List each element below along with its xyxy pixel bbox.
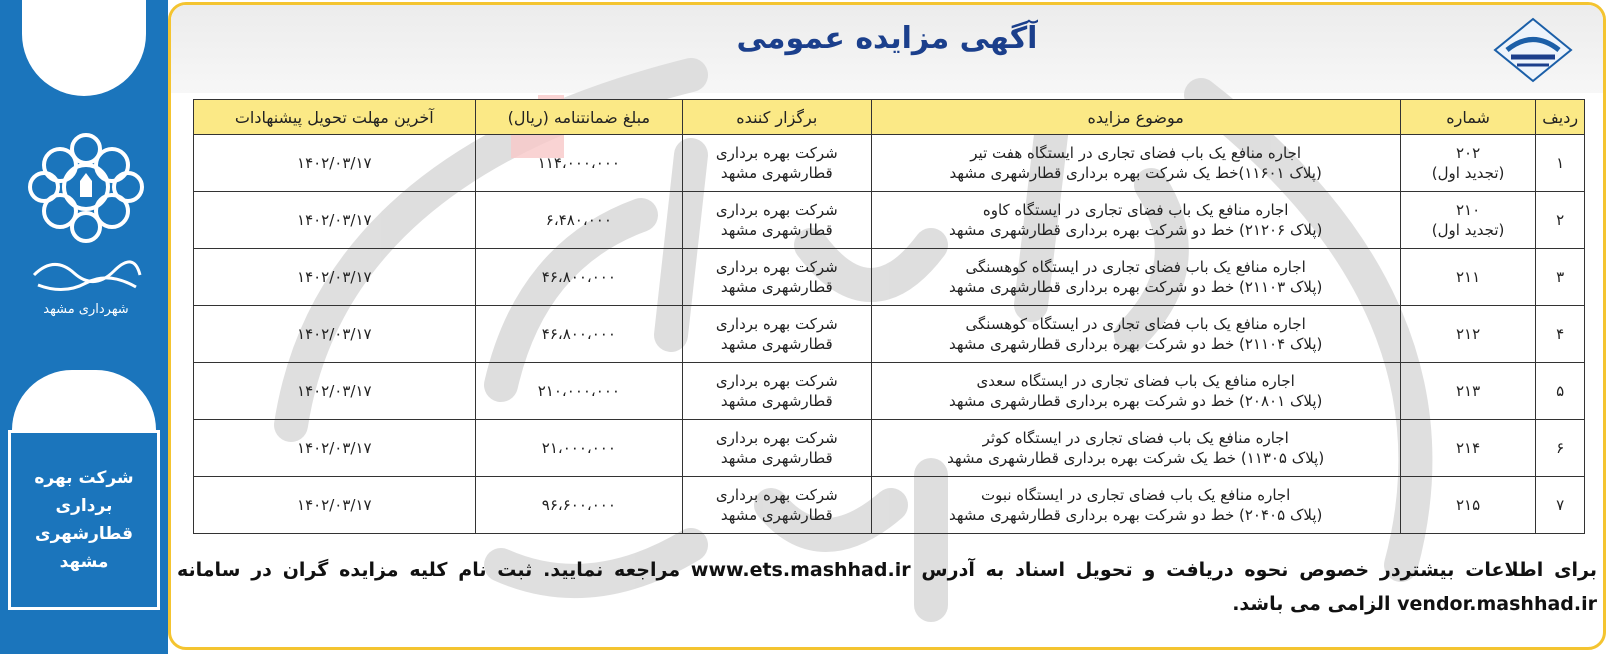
cell-row-number: ۱ <box>1536 135 1585 192</box>
table-row <box>194 477 1585 534</box>
announcement-frame <box>168 2 1606 650</box>
table-row <box>194 135 1585 192</box>
table-row <box>194 192 1585 249</box>
cell-subject: اجاره منافع یک باب فضای تجاری در ایستگاه سعدی (پلاک ۲۰۸۰۱) خط دو شرکت بهره برداری قطارشهری مشهد <box>871 363 1400 420</box>
cell-subject: اجاره منافع یک باب فضای تجاری در ایستگاه نبوت (پلاک ۲۰۴۰۵) خط دو شرکت بهره برداری قطارشهری مشهد <box>871 477 1400 534</box>
cell-row-number: ۵ <box>1536 363 1585 420</box>
page-title: آگهی مزایده عمومی <box>736 21 1038 56</box>
cell-subject: اجاره منافع یک باب فضای تجاری در ایستگاه کوثر (پلاک ۱۱۳۰۵) خط یک شرکت بهره برداری قطارشهری مشهد <box>871 420 1400 477</box>
cell-number: ۲۱۲ <box>1400 306 1536 363</box>
cell-row-number: ۷ <box>1536 477 1585 534</box>
company-name: شرکت بهره برداری قطارشهری مشهد <box>34 468 134 572</box>
cell-number: ۲۱۱ <box>1400 249 1536 306</box>
cell-deadline: ۱۴۰۲/۰۳/۱۷ <box>194 192 476 249</box>
cell-guarantee: ۲۱۰،۰۰۰،۰۰۰ <box>475 363 682 420</box>
table-row <box>194 420 1585 477</box>
cell-deadline: ۱۴۰۲/۰۳/۱۷ <box>194 306 476 363</box>
table-row <box>194 249 1585 306</box>
column-header-guarantee: مبلغ ضمانتنامه (ریال) <box>475 100 682 135</box>
table-header-row <box>194 100 1585 135</box>
column-header-subject: موضوع مزایده <box>871 100 1400 135</box>
cell-number: ۲۱۰ (تجدید اول) <box>1400 192 1536 249</box>
column-header-organizer: برگزار کننده <box>683 100 871 135</box>
cell-organizer: شرکت بهره برداری قطارشهری مشهد <box>683 249 871 306</box>
column-header-deadline: آخرین مهلت تحویل پیشنهادات <box>194 100 476 135</box>
municipality-signature: شهرداری مشهد <box>43 302 129 317</box>
cell-deadline: ۱۴۰۲/۰۳/۱۷ <box>194 363 476 420</box>
cell-organizer: شرکت بهره برداری قطارشهری مشهد <box>683 363 871 420</box>
cell-guarantee: ۴۶،۸۰۰،۰۰۰ <box>475 249 682 306</box>
cell-organizer: شرکت بهره برداری قطارشهری مشهد <box>683 135 871 192</box>
dome-decoration <box>22 0 146 96</box>
cell-subject: اجاره منافع یک باب فضای تجاری در ایستگاه کاوه (پلاک ۲۱۲۰۶) خط دو شرکت بهره برداری قطارشهری مشهد <box>871 192 1400 249</box>
cell-guarantee: ۴۶،۸۰۰،۰۰۰ <box>475 306 682 363</box>
cell-number: ۲۰۲ (تجدید اول) <box>1400 135 1536 192</box>
footer-note: برای اطلاعات بیشتردر خصوص نحوه دریافت و تحویل اسناد به آدرس www.ets.mashhad.ir مراجعه نمایید. ثبت نام کلیه مزایده گران در سامانه vendor.mashhad.ir الزامی می باشد. <box>177 559 1597 615</box>
cell-row-number: ۲ <box>1536 192 1585 249</box>
cell-guarantee: ۹۶،۶۰۰،۰۰۰ <box>475 477 682 534</box>
cell-subject: اجاره منافع یک باب فضای تجاری در ایستگاه کوهسنگی (پلاک ۲۱۱۰۴) خط دو شرکت بهره برداری قطارشهری مشهد <box>871 306 1400 363</box>
table-row <box>194 363 1585 420</box>
cell-deadline: ۱۴۰۲/۰۳/۱۷ <box>194 135 476 192</box>
column-header-row-number: ردیف <box>1536 100 1585 135</box>
metro-logo-icon <box>1493 17 1573 83</box>
municipality-sidebar <box>0 0 168 654</box>
cell-organizer: شرکت بهره برداری قطارشهری مشهد <box>683 420 871 477</box>
cell-number: ۲۱۴ <box>1400 420 1536 477</box>
cell-deadline: ۱۴۰۲/۰۳/۱۷ <box>194 477 476 534</box>
cell-number: ۲۱۵ <box>1400 477 1536 534</box>
cell-row-number: ۴ <box>1536 306 1585 363</box>
column-header-number: شماره <box>1400 100 1536 135</box>
cell-number: ۲۱۳ <box>1400 363 1536 420</box>
cell-organizer: شرکت بهره برداری قطارشهری مشهد <box>683 306 871 363</box>
cell-subject: اجاره منافع یک باب فضای تجاری در ایستگاه کوهسنگی (پلاک ۲۱۱۰۳) خط دو شرکت بهره برداری قطارشهری مشهد <box>871 249 1400 306</box>
company-name-box <box>8 430 160 610</box>
cell-row-number: ۶ <box>1536 420 1585 477</box>
cell-guarantee: ۶،۴۸۰،۰۰۰ <box>475 192 682 249</box>
cell-deadline: ۱۴۰۲/۰۳/۱۷ <box>194 420 476 477</box>
dome-decoration <box>12 370 156 430</box>
cell-row-number: ۳ <box>1536 249 1585 306</box>
cell-guarantee: ۲۱،۰۰۰،۰۰۰ <box>475 420 682 477</box>
mashhad-municipality-emblem-icon <box>24 125 148 325</box>
cell-subject: اجاره منافع یک باب فضای تجاری در ایستگاه هفت تیر (پلاک ۱۱۶۰۱)خط یک شرکت بهره برداری قطارشهری مشهد <box>871 135 1400 192</box>
table-row <box>194 306 1585 363</box>
cell-deadline: ۱۴۰۲/۰۳/۱۷ <box>194 249 476 306</box>
cell-organizer: شرکت بهره برداری قطارشهری مشهد <box>683 192 871 249</box>
municipality-logo <box>24 120 148 330</box>
cell-organizer: شرکت بهره برداری قطارشهری مشهد <box>683 477 871 534</box>
cell-guarantee: ۱۱۴،۰۰۰،۰۰۰ <box>475 135 682 192</box>
auction-table <box>193 99 1585 534</box>
